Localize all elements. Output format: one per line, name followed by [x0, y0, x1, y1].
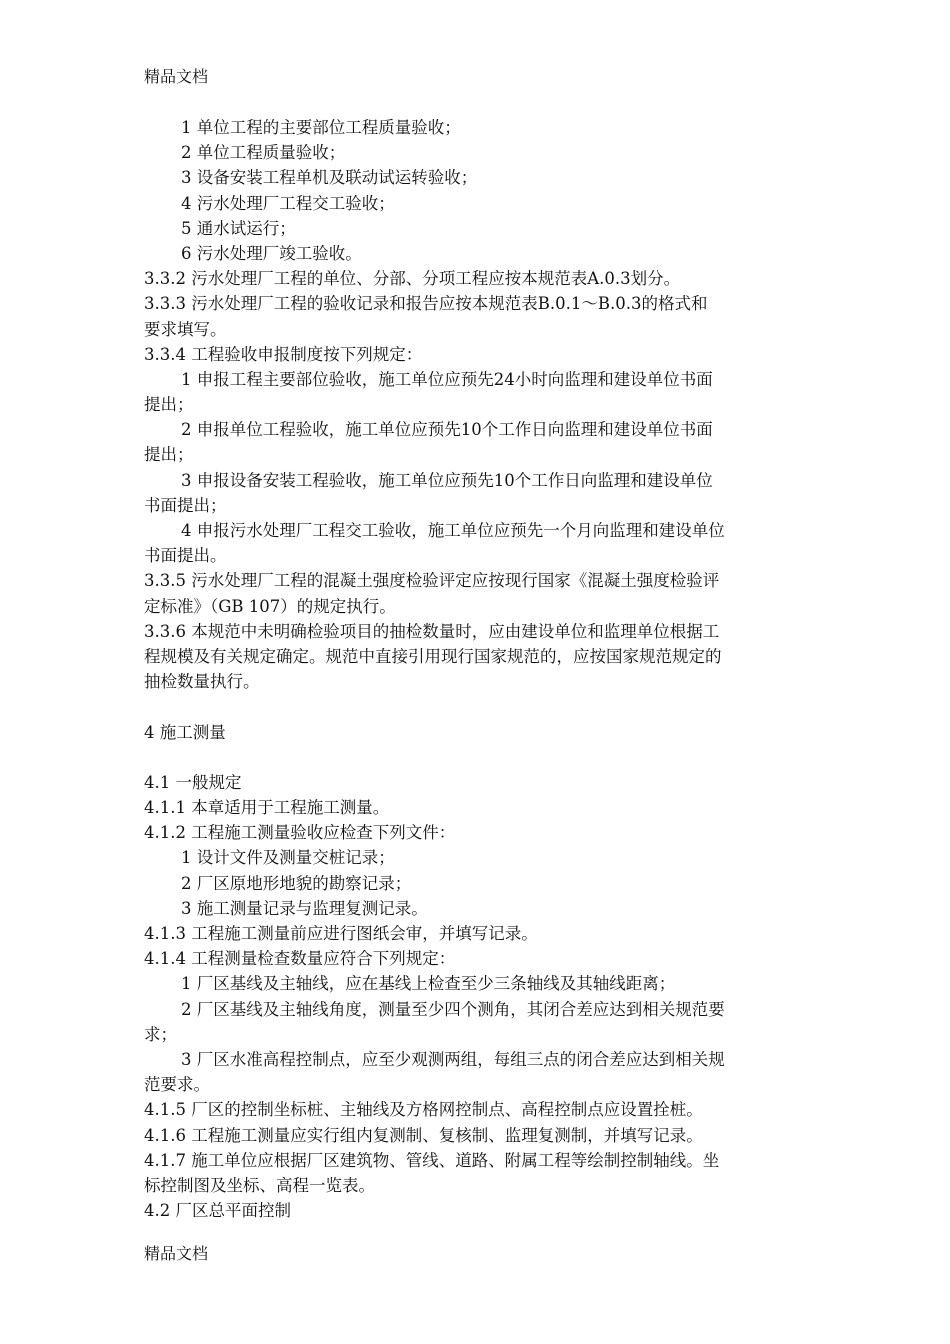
text-line: 2 厂区基线及主轴线角度，测量至少四个测角，其闭合差应达到相关规范要: [181, 999, 725, 1019]
clause-line: 4.1.4 工程测量检查数量应符合下列规定：: [144, 949, 456, 969]
section-heading: 4 施工测量: [144, 722, 226, 742]
clause-line: 3.3.3 污水处理厂工程的验收记录和报告应按本规范表B.0.1～B.0.3的格式和: [144, 294, 708, 314]
text-line: 5 通水试运行；: [181, 218, 296, 238]
clause-line: 4.1.5 厂区的控制坐标桩、主轴线及方格网控制点、高程控制点应设置拴桩。: [144, 1100, 703, 1120]
clause-line: 4.1.1 本章适用于工程施工测量。: [144, 798, 390, 818]
text-line: 2 单位工程质量验收；: [181, 143, 346, 163]
subsection-heading: 4.1 一般规定: [144, 772, 242, 792]
text-line: 1 厂区基线及主轴线，应在基线上检查至少三条轴线及其轴线距离；: [181, 974, 676, 994]
clause-line: 3.3.5 污水处理厂工程的混凝土强度检验评定应按现行国家《混凝土强度检验评: [144, 571, 720, 591]
clause-line: 4.1.3 工程施工测量前应进行图纸会审，并填写记录。: [144, 924, 538, 943]
blank-line: [144, 694, 809, 719]
text-line: 3 厂区水准高程控制点，应至少观测两组，每组三点的闭合差应达到相关规: [181, 1049, 725, 1069]
text-line: 3 申报设备安装工程验收，施工单位应预先10个工作日向监理和建设单位: [181, 470, 713, 490]
clause-line: 3.3.4 工程验收申报制度按下列规定：: [144, 344, 423, 364]
text-line: 1 单位工程的主要部位工程质量验收；: [181, 118, 461, 137]
text-line: 1 设计文件及测量交桩记录；: [181, 848, 395, 868]
text-line: 提出；: [144, 395, 194, 415]
text-line: 求；: [144, 1024, 177, 1044]
text-line: 3 施工测量记录与监理复测记录。: [181, 898, 428, 918]
text-line: 1 申报工程主要部位验收，施工单位应预先24小时向监理和建设单位书面: [181, 369, 713, 389]
text-line: 抽检数量执行。: [144, 672, 260, 692]
text-line: 定标准》（GB 107）的规定执行。: [144, 596, 396, 616]
clause-line: 4.1.2 工程施工测量验收应检查下列文件：: [144, 823, 456, 843]
text-line: 6 污水处理厂竣工验收。: [181, 243, 362, 263]
text-line: 要求填写。: [144, 319, 227, 339]
page-footer: 精品文档: [144, 1244, 209, 1263]
document-body: [144, 115, 809, 1223]
text-line: 范要求。: [144, 1075, 210, 1095]
text-line: 4 污水处理厂工程交工验收；: [181, 193, 395, 213]
text-line: 2 厂区原地形地貌的勘察记录；: [181, 873, 412, 893]
clause-line: 4.1.7 施工单位应根据厂区建筑物、管线、道路、附属工程等绘制控制轴线。坐: [144, 1150, 720, 1170]
clause-line: 3.3.6 本规范中未明确检验项目的抽检数量时，应由建设单位和监理单位根据工: [144, 621, 720, 641]
text-line: 2 申报单位工程验收，施工单位应预先10个工作日向监理和建设单位书面: [181, 420, 713, 440]
clause-line: 3.3.2 污水处理厂工程的单位、分部、分项工程应按本规范表A.0.3划分。: [144, 269, 681, 289]
clause-line: 4.1.6 工程施工测量应实行组内复测制、复核制、监理复测制，并填写记录。: [144, 1125, 703, 1145]
text-line: 3 设备安装工程单机及联动试运转验收；: [181, 168, 478, 188]
text-line: 提出；: [144, 445, 194, 465]
page-header: 精品文档: [144, 67, 209, 86]
text-line: 标控制图及坐标、高程一览表。: [144, 1175, 375, 1195]
text-line: 书面提出。: [144, 546, 227, 566]
text-line: 书面提出；: [144, 495, 227, 515]
blank-line: [144, 745, 809, 770]
text-line: 程规模及有关规定确定。规范中直接引用现行国家规范的，应按国家规范规定的: [144, 646, 722, 666]
text-line: 4 申报污水处理厂工程交工验收，施工单位应预先一个月向监理和建设单位: [181, 521, 725, 540]
subsection-heading: 4.2 厂区总平面控制: [144, 1201, 291, 1221]
